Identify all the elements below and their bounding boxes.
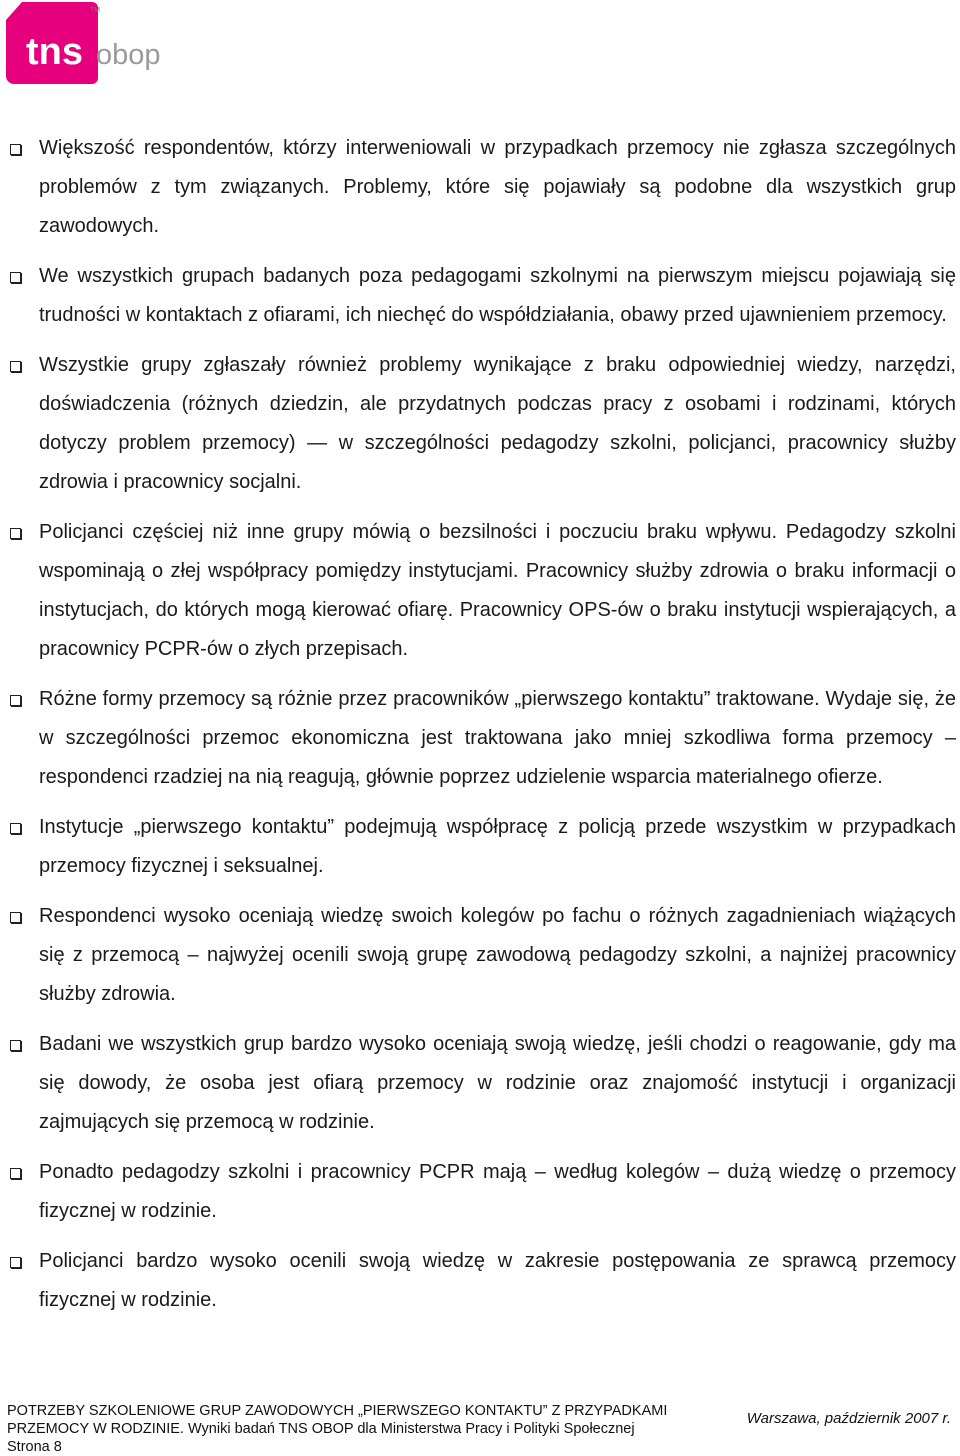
- list-item: [0, 1025, 960, 1142]
- logo-primary-text: tns: [26, 31, 83, 73]
- checkbox-bullet-icon: [10, 528, 21, 539]
- list-item-text: Większość respondentów, którzy interweniowali w przypadkach przemocy nie zgłasza szczególnych problemów z tym związanych. Problemy, które się pojawiały są podobne dla wszystkich grup zawodowych.: [39, 137, 956, 237]
- list-item-text: Respondenci wysoko oceniają wiedzę swoich kolegów po fachu o różnych zagadnieniach wiążących się z przemocą – najwyżej ocenili swoją grupę zawodową pedagodzy szkolni, a najniżej pracownicy służby zdrowia.: [39, 905, 956, 1005]
- list-item-text: Badani we wszystkich grup bardzo wysoko oceniają swoją wiedzę, jeśli chodzi o reagowanie, gdy ma się dowody, że osoba jest ofiarą przemocy w rodzinie oraz znajomość instytucji i organizacji zajmujących się przemocą w rodzinie.: [39, 1033, 956, 1133]
- findings-list: [0, 129, 960, 1331]
- list-item: [0, 897, 960, 1014]
- page-footer: [7, 1402, 727, 1456]
- list-item: [0, 513, 960, 669]
- checkbox-bullet-icon: [10, 1040, 21, 1051]
- page-number: Strona 8: [7, 1439, 62, 1455]
- list-item: [0, 1242, 960, 1320]
- checkbox-bullet-icon: [10, 1168, 21, 1179]
- checkbox-bullet-icon: [10, 1257, 21, 1268]
- logo-secondary-text: obop: [96, 39, 161, 71]
- checkbox-bullet-icon: [10, 695, 21, 706]
- checkbox-bullet-icon: [10, 361, 21, 372]
- logo-mark: [4, 2, 161, 84]
- list-item: [0, 346, 960, 502]
- list-item-text: Instytucje „pierwszego kontaktu” podejmują współpracę z policją przede wszystkim w przypadkach przemocy fizycznej i seksualnej.: [39, 816, 956, 877]
- list-item: [0, 1153, 960, 1231]
- list-item: [0, 129, 960, 246]
- checkbox-bullet-icon: [10, 912, 21, 923]
- checkbox-bullet-icon: [10, 272, 21, 283]
- tns-obop-logo: [4, 2, 161, 84]
- list-item-text: Ponadto pedagodzy szkolni i pracownicy PCPR mają – według kolegów – dużą wiedzę o przemocy fizycznej w rodzinie.: [39, 1161, 956, 1222]
- list-item-text: Policjanci częściej niż inne grupy mówią o bezsilności i poczuciu braku wpływu. Pedagodzy szkolni wspominają o złej współpracy pomiędzy instytucjami. Pracownicy służby zdrowia o braku informacji o instytucjach, do których mogą kierować ofiarę. Pracownicy OPS-ów o braku instytucji wspierających, a pracownicy PCPR-ów o złych przepisach.: [39, 521, 956, 660]
- footer-title-line-1: POTRZEBY SZKOLENIOWE GRUP ZAWODOWYCH „PIERWSZEGO KONTAKTU” Z PRZYPADKAMI: [7, 1403, 668, 1419]
- list-item: [0, 680, 960, 797]
- list-item-text: We wszystkich grupach badanych poza pedagogami szkolnymi na pierwszym miejscu pojawiają się trudności w kontaktach z ofiarami, ich niechęć do współdziałania, obawy przed ujawnieniem przemocy.: [39, 265, 956, 326]
- logo-trademark: TM: [90, 7, 101, 14]
- footer-title-line-2: PRZEMOCY W RODZINIE. Wyniki badań TNS OBOP dla Ministerstwa Pracy i Polityki Społecznej: [7, 1421, 635, 1437]
- checkbox-bullet-icon: [10, 823, 21, 834]
- list-item-text: Policjanci bardzo wysoko ocenili swoją wiedzę w zakresie postępowania ze sprawcą przemocy fizycznej w rodzinie.: [39, 1250, 956, 1311]
- checkbox-bullet-icon: [10, 144, 21, 155]
- list-item: [0, 808, 960, 886]
- list-item-text: Wszystkie grupy zgłaszały również problemy wynikające z braku odpowiedniej wiedzy, narzędzi, doświadczenia (różnych dziedzin, ale przydatnych podczas pracy z osobami i rodzinami, których dotyczy problem przemocy) — w szczególności pedagodzy szkolni, policjanci, pracownicy służby zdrowia i pracownicy socjalni.: [39, 354, 956, 493]
- footer-date: Warszawa, październik 2007 r.: [746, 1410, 951, 1427]
- list-item: [0, 257, 960, 335]
- list-item-text: Różne formy przemocy są różnie przez pracowników „pierwszego kontaktu” traktowane. Wydaje się, że w szczególności przemoc ekonomiczna jest traktowana jako mniej szkodliwa forma przemocy – respondenci rzadziej na nią reagują, głównie poprzez udzielenie wsparcia materialnego ofierze.: [39, 688, 956, 788]
